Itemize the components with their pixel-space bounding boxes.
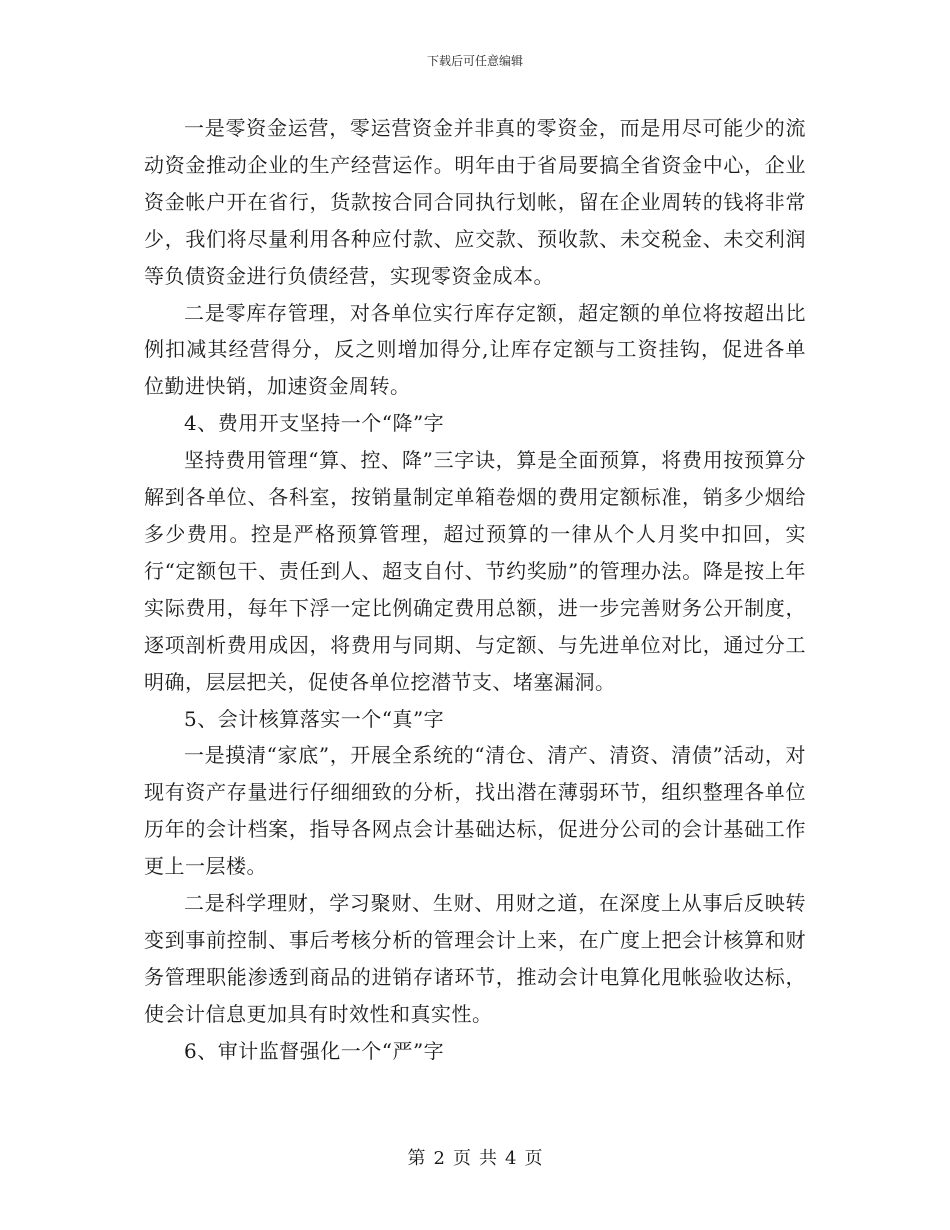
footer-page-unit: 页 <box>453 1148 471 1169</box>
footer-prefix: 第 <box>407 1148 426 1169</box>
page-number: 2 <box>433 1148 445 1169</box>
document-body <box>144 110 806 1070</box>
header-text: 下载后可任意编辑 <box>426 54 523 68</box>
paragraph-expense-control: 坚持费用管理“算、控、降”三字诀，算是全面预算，将费用按预算分解到各单位、各科室，按销量制定单箱卷烟的费用定额标准，销多少烟给多少费用。控是严格预算管理，超过预算的一律从个人月奖中扣回，实行“定额包干、责任到人、超支自付、节约奖励”的管理办法。降是按上年实际费用，每年下浮一定比例确定费用总额，进一步完善财务公开制度，逐项剖析费用成因，将费用与同期、与定额、与先进单位对比，通过分工明确，层层把关，促使各单位挖潜节支、堵塞漏洞。 <box>144 448 806 694</box>
paragraph-zero-inventory: 二是零库存管理，对各单位实行库存定额，超定额的单位将按超出比例扣减其经营得分，反之则增加得分,让库存定额与工资挂钩，促进各单位勤进快销，加速资金周转。 <box>144 300 806 399</box>
footer-total-unit: 页 <box>524 1148 543 1169</box>
footer-total-label: 共 <box>479 1148 497 1169</box>
page-header <box>0 53 950 69</box>
section-heading-5: 5、会计核算落实一个“真”字 <box>184 706 445 731</box>
section-heading-4: 4、费用开支坚持一个“降”字 <box>184 411 445 436</box>
page-footer <box>0 1148 950 1170</box>
paragraph-financial-management: 二是科学理财，学习聚财、生财、用财之道，在深度上从事后反映转变到事前控制、事后考核分析的管理会计上来，在广度上把会计核算和财务管理职能渗透到商品的进销存诸环节，推动会计电算化甩帐验收达标，使会计信息更加具有时效性和真实性。 <box>144 891 806 1026</box>
total-pages: 4 <box>505 1148 517 1169</box>
paragraph-zero-capital: 一是零资金运营，零运营资金并非真的零资金，而是用尽可能少的流动资金推动企业的生产经营运作。明年由于省局要搞全省资金中心，企业资金帐户开在省行，货款按合同合同执行划帐，留在企业周转的钱将非常少，我们将尽量利用各种应付款、应交款、预收款、未交税金、未交利润等负债资金进行负债经营，实现零资金成本。 <box>144 116 806 288</box>
section-heading-6: 6、审计监督强化一个“严”字 <box>184 1038 445 1063</box>
paragraph-asset-audit: 一是摸清“家底”，开展全系统的“清仓、清产、清资、清债”活动，对现有资产存量进行仔细细致的分析，找出潜在薄弱环节，组织整理各单位历年的会计档案，指导各网点会计基础达标，促进分公司的会计基础工作更上一层楼。 <box>144 743 806 879</box>
